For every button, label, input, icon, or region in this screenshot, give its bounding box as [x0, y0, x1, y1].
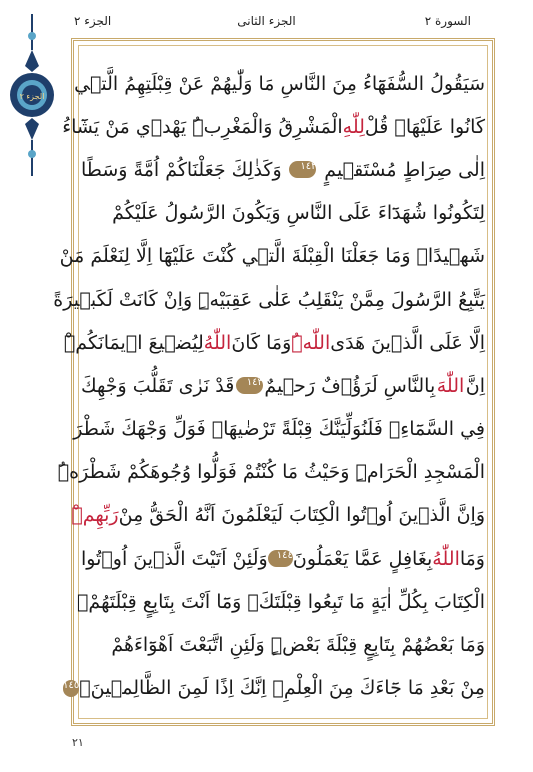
verse-text: لِيُض۪يعَ ا۪يمَانَكُمْۜ	[63, 331, 204, 354]
divine-name-text: اللّٰهُۜ	[291, 331, 331, 354]
verse-line	[81, 537, 485, 580]
ayah-number-marker: ١٤٥	[63, 680, 79, 697]
verse-text: وَكَذٰلِكَ جَعَلْنَاكُمْ اُمَّةً وَسَطًا	[81, 158, 282, 181]
verse-text: بِالنَّاسِ لَرَؤُ۫فٌ رَح۪يمٌ	[264, 374, 436, 397]
verse-line	[63, 321, 485, 364]
verse-text-block	[53, 62, 485, 710]
verse-line	[81, 623, 485, 666]
verse-line	[53, 278, 485, 321]
verse-text: كَانُوا عَلَيْهَاۜ قُلْ	[364, 115, 485, 138]
verse-text: شَه۪يدًاۜ وَمَا جَعَلْنَا الْقِبْلَةَ الَّت۪ي كُنْتَ عَلَيْهَٓا اِلَّا لِنَعْلَمَ مَنْ	[59, 245, 485, 268]
verse-text: سَيَقُولُ السُّفَهَٓاءُ مِنَ النَّاسِ مَا وَلّٰيهُمْ عَنْ قِبْلَتِهِمُ الَّت۪ي	[74, 72, 485, 95]
verse-text: وَمَا	[459, 547, 485, 570]
verse-line	[81, 148, 485, 191]
surah-header: السورة ٢	[424, 14, 471, 28]
verse-text: الْكِتَابَ بِكُلِّ اٰيَةٍ مَا تَبِعُوا قِبْلَتَكَۚ وَمَٓا اَنْتَ بِتَابِعٍ قِبْلَتَهُمْۚ	[77, 590, 485, 613]
verse-text: لِتَكُونُوا شُهَدَٓاءَ عَلَى النَّاسِ وَيَكُونَ الرَّسُولُ عَلَيْكُمْ	[112, 202, 485, 225]
verse-text: وَلَئِنْ اَتَيْتَ الَّذ۪ينَ اُو۫تُوا	[81, 547, 268, 570]
ayah-number-marker: ١٤٣	[236, 377, 263, 394]
verse-text: فِي السَّمَٓاءِۚ فَلَنُوَلِّيَنَّكَ قِبْلَةً تَرْضٰيهَاۖ فَوَلِّ وَجْهَكَ شَطْرَ	[73, 418, 485, 441]
divine-name-text: اللّٰهُ	[203, 331, 232, 354]
verse-text: وَمَا بَعْضُهُمْ بِتَابِعٍ قِبْلَةَ بَعْضٍۜ وَلَئِنِ اتَّبَعْتَ اَهْوَٓاءَهُمْ	[111, 634, 485, 657]
verse-text: وَاِنَّ الَّذ۪ينَ اُو۫تُوا الْكِتَابَ لَيَعْلَمُونَ اَنَّهُ الْحَقُّ مِنْ	[118, 504, 485, 527]
verse-text: الْمَسْجِدِ الْحَرَامِۜ وَحَيْثُ مَا كُنْتُمْ فَوَلُّوا وُجُوهَكُمْ شَطْرَهُۜ	[57, 461, 485, 484]
verse-line	[59, 235, 485, 278]
verse-text: بِغَافِلٍ عَمَّا يَعْمَلُونَ	[292, 547, 433, 570]
medallion-text: الجزء ٢	[19, 92, 45, 101]
verse-text: مِنْ بَعْدِ مَا جَٓاءَكَ مِنَ الْعِلْمِۙ اِنَّكَ اِذًا لَمِنَ الظَّالِم۪ينَۢ	[79, 677, 485, 700]
verse-text: اِلَّا عَلَى الَّذ۪ينَ هَدَى	[330, 331, 485, 354]
verse-line	[57, 451, 485, 494]
divine-name-text: اللّٰهُ	[432, 547, 460, 570]
verse-text: اِلٰى صِرَاطٍ مُسْتَق۪يمٍ	[324, 158, 485, 181]
verse-text: وَمَا كَانَ	[231, 331, 292, 354]
verse-line	[62, 105, 485, 148]
divine-name-text: اللّٰهَ	[436, 374, 465, 397]
juz-medallion-icon	[9, 10, 55, 180]
divine-name-text: لِلّٰهِ	[342, 115, 365, 138]
ayah-number-marker: ١٤٤	[268, 550, 293, 567]
verse-line	[73, 408, 485, 451]
page-number: ٢١	[72, 736, 84, 749]
verse-line	[77, 580, 485, 623]
verse-line	[63, 667, 485, 710]
verse-line	[81, 364, 485, 407]
verse-text: اِنَّ	[465, 374, 485, 397]
divine-name-text: رَبِّهِمْۜ	[71, 504, 119, 527]
ayah-number-marker: ١٤٢	[289, 161, 316, 178]
verse-text: قَدْ نَرٰى تَقَلُّبَ وَجْهِكَ	[81, 374, 235, 397]
verse-line	[81, 192, 485, 235]
verse-line	[71, 494, 485, 537]
verse-text: يَتَّبِعُ الرَّسُولَ مِمَّنْ يَنْقَلِبُ عَلٰى عَقِبَيْهِۜ وَاِنْ كَانَتْ لَكَب۪يرَةً	[53, 288, 485, 311]
verse-text: الْمَشْرِقُ وَالْمَغْرِبُۜ يَهْد۪ي مَنْ يَشَٓاءُ	[62, 115, 343, 138]
juz-title: الجزء الثانى	[237, 14, 296, 28]
juz-header: الجزء ٢	[74, 14, 112, 28]
verse-line	[74, 62, 485, 105]
